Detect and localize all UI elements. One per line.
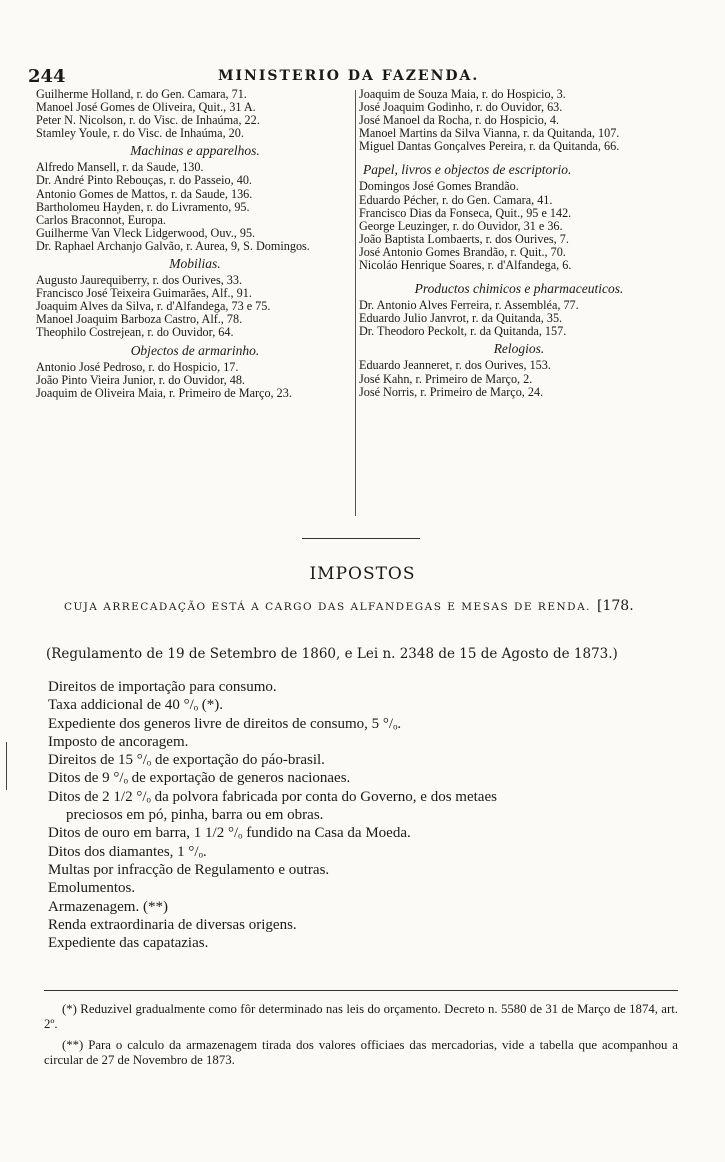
list-item: Manoel Martins da Silva Vianna, r. da Quitanda, 107.: [359, 127, 620, 141]
list-item: Alfredo Mansell, r. da Saude, 130.: [36, 161, 204, 175]
list-item: Stamley Youle, r. do Visc. de Inhaúma, 20.: [36, 127, 244, 141]
tax-item: Direitos de 15 °/ₒ de exportação do páo-brasil.: [48, 752, 325, 769]
tax-item: Imposto de ancoragem.: [48, 733, 189, 750]
regulation-note: (Regulamento de 19 de Setembro de 1860, e Lei n. 2348 de 15 de Agosto de 1873.): [46, 646, 618, 662]
list-item: Antonio José Pedroso, r. do Hospicio, 17.: [36, 360, 239, 374]
page-number: 244: [28, 66, 66, 87]
running-title: MINISTERIO DA FAZENDA.: [218, 68, 480, 84]
footnote-divider: [44, 990, 678, 991]
list-item: José Antonio Gomes Brandão, r. Quit., 70.: [359, 245, 566, 259]
list-item: Francisco Dias da Fonseca, Quit., 95 e 142.: [359, 206, 572, 220]
right-column: [359, 88, 679, 399]
list-item: José Kahn, r. Primeiro de Março, 2.: [359, 372, 533, 386]
tax-item: Ditos de 2 1/2 °/ₒ da polvora fabricada por conta do Governo, e dos metaes: [48, 788, 497, 805]
page-header: [28, 66, 678, 86]
list-item: Bartholomeu Hayden, r. do Livramento, 95.: [36, 200, 250, 214]
tax-list: [48, 678, 688, 952]
tax-item: Ditos de 9 °/ₒ de exportação de generos nacionaes.: [48, 770, 351, 787]
tax-item: Taxa addicional de 40 °/ₒ (*).: [48, 697, 224, 714]
left-column: [36, 88, 354, 400]
list-item: Guilherme Holland, r. do Gen. Camara, 71.: [36, 88, 247, 101]
list-item: José Norris, r. Primeiro de Março, 24.: [359, 385, 544, 399]
list-item: Joaquim de Souza Maia, r. do Hospicio, 3.: [359, 88, 566, 101]
footnotes: [44, 1002, 678, 1074]
list-item: Domingos José Gomes Brandão.: [359, 180, 519, 194]
section-divider: [302, 538, 420, 539]
tax-item: Multas por infracção de Regulamento e outras.: [48, 861, 330, 878]
list-item: Francisco José Teixeira Guimarães, Alf., 91.: [36, 287, 252, 301]
tax-item: Direitos de importação para consumo.: [48, 679, 277, 695]
section-heading-machinas: Machinas e apparelhos.: [130, 143, 260, 159]
list-item: João Baptista Lombaerts, r. dos Ourives, 7.: [359, 232, 569, 246]
section-heading-productos: Productos chimicos e pharmaceuticos.: [414, 281, 624, 297]
list-item: Joaquim de Oliveira Maia, r. Primeiro de Março, 23.: [36, 386, 292, 400]
list-item: Joaquim Alves da Silva, r. d'Alfandega, 73 e 75.: [36, 300, 271, 314]
list-item: Eduardo Julio Janvrot, r. da Quitanda, 35.: [359, 312, 563, 326]
footnote: (*) Reduzivel gradualmente como fôr determinado nas leis do orçamento. Decreto n. 5580 de 31 de Março de 1874, art. 2º.: [44, 1002, 678, 1031]
tax-item: Armazenagem. (**): [48, 898, 168, 915]
column-divider: [355, 90, 356, 516]
spacer: [359, 272, 679, 278]
subtitle-text: CUJA ARRECADAÇÃO ESTÁ A CARGO DAS ALFANDEGAS E MESAS DE RENDA.: [64, 601, 592, 613]
section-heading-relogios: Relogios.: [493, 341, 545, 357]
list-item: Eduardo Pécher, r. do Gen. Camara, 41.: [359, 193, 553, 207]
list-item: José Manoel da Rocha, r. do Hospicio, 4.: [359, 114, 560, 128]
tax-item: Ditos dos diamantes, 1 °/ₒ.: [48, 843, 207, 860]
spacer: [359, 153, 679, 159]
list-item: Guilherme Van Vleck Lidgerwood, Ouv., 95.: [36, 226, 256, 240]
list-item: Dr. Theodoro Peckolt, r. da Quitanda, 157.: [359, 325, 567, 339]
tax-item: Expediente dos generos livre de direitos de consumo, 5 °/ₒ.: [48, 715, 402, 732]
section-heading-mobilias: Mobilias.: [169, 256, 221, 272]
tax-item: Expediente das capatazias.: [48, 935, 209, 952]
section-subtitle: [64, 598, 634, 614]
list-item: Nicoláo Henrique Soares, r. d'Alfandega, 6.: [359, 259, 572, 273]
section-heading-papel: Papel, livros e objectos de escriptorio.: [363, 162, 572, 178]
list-item: Dr. Antonio Alves Ferreira, r. Assembléa, 77.: [359, 299, 579, 313]
footnote: (**) Para o calculo da armazenagem tirada dos valores officiaes das mercadorias, vide a tabella que acompanhou a circular de 27 de Novembro de 1873.: [44, 1038, 678, 1067]
list-item: Augusto Jaurequiberry, r. dos Ourives, 33.: [36, 274, 243, 288]
subtitle-reference: [178.: [597, 598, 634, 614]
list-item: Antonio Gomes de Mattos, r. da Saude, 136.: [36, 187, 253, 201]
list-item: Manoel José Gomes de Oliveira, Quit., 31 A.: [36, 101, 256, 115]
list-item: José Joaquim Godinho, r. do Ouvidor, 63.: [359, 101, 563, 115]
list-item: Miguel Dantas Gonçalves Pereira, r. da Quitanda, 66.: [359, 140, 620, 154]
list-item: Eduardo Jeanneret, r. dos Ourives, 153.: [359, 359, 551, 373]
list-item: Manoel Joaquim Barboza Castro, Alf., 78.: [36, 313, 243, 327]
list-item: Dr. André Pinto Rebouças, r. do Passeio, 40.: [36, 174, 252, 188]
list-item: George Leuzinger, r. do Ouvidor, 31 e 36.: [359, 219, 563, 233]
tax-item: Emolumentos.: [48, 880, 136, 897]
list-item: Dr. Raphael Archanjo Galvão, r. Aurea, 9, S. Domingos.: [36, 239, 310, 253]
tax-item: Renda extraordinaria de diversas origens.: [48, 916, 297, 933]
list-item: João Pinto Vieira Junior, r. do Ouvidor, 48.: [36, 373, 245, 387]
section-heading-armarinho: Objectos de armarinho.: [130, 342, 260, 358]
continuation-text: preciosos em pó, pinha, barra ou em obras.: [66, 807, 324, 824]
list-item: Peter N. Nicolson, r. do Visc. de Inhaúma, 22.: [36, 114, 260, 128]
tax-item-continuation: [48, 806, 688, 824]
tax-item: Ditos de ouro em barra, 1 1/2 °/ₒ fundido na Casa da Moeda.: [48, 825, 411, 842]
margin-mark: [6, 742, 7, 790]
section-title-impostos: IMPOSTOS: [309, 564, 416, 584]
list-item: Carlos Braconnot, Europa.: [36, 213, 166, 227]
list-item: Theophilo Costrejean, r. do Ouvidor, 64.: [36, 326, 234, 340]
